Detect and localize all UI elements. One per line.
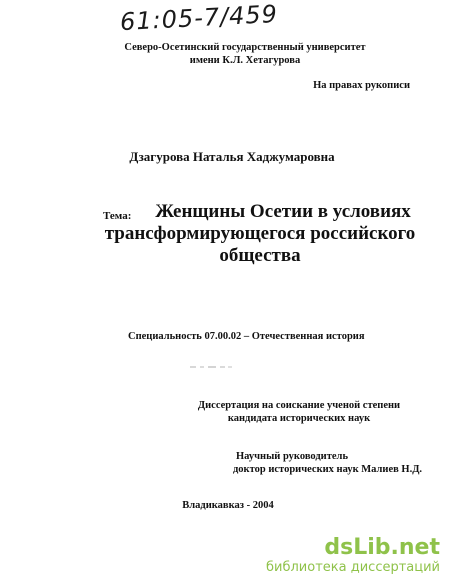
faint-stamp-mark [190, 364, 234, 370]
manuscript-note: На правах рукописи [313, 80, 410, 91]
archive-code-handwritten: 61:05-7/459 [119, 0, 279, 37]
title-line-2: трансформирующегося российского [104, 223, 416, 244]
title-line-3: общества [219, 245, 301, 266]
watermark-logo[interactable]: dsLib.net [324, 535, 440, 560]
dissertation-degree-line-1: Диссертация на соискание ученой степени [197, 400, 401, 411]
author-name: Дзагурова Наталья Хаджумаровна [129, 149, 335, 164]
dissertation-degree-line-2: кандидата исторических наук [227, 413, 371, 424]
watermark[interactable] [266, 536, 440, 576]
title-line-1: Женщины Осетии в условиях [155, 201, 411, 222]
university-named-after: имени К.Л. Хетагурова [189, 55, 301, 66]
topic-label: Тема: [103, 210, 132, 222]
city-year: Владикавказ - 2004 [182, 500, 274, 511]
advisor-name: доктор исторических наук Малиев Н.Д. [233, 464, 423, 475]
advisor-title: Научный руководитель [236, 451, 348, 462]
specialty: Специальность 07.00.02 – Отечественная история [128, 331, 365, 342]
university-name: Северо-Осетинский государственный университет [124, 42, 366, 53]
watermark-subtitle: библиотека диссертаций [266, 560, 440, 575]
